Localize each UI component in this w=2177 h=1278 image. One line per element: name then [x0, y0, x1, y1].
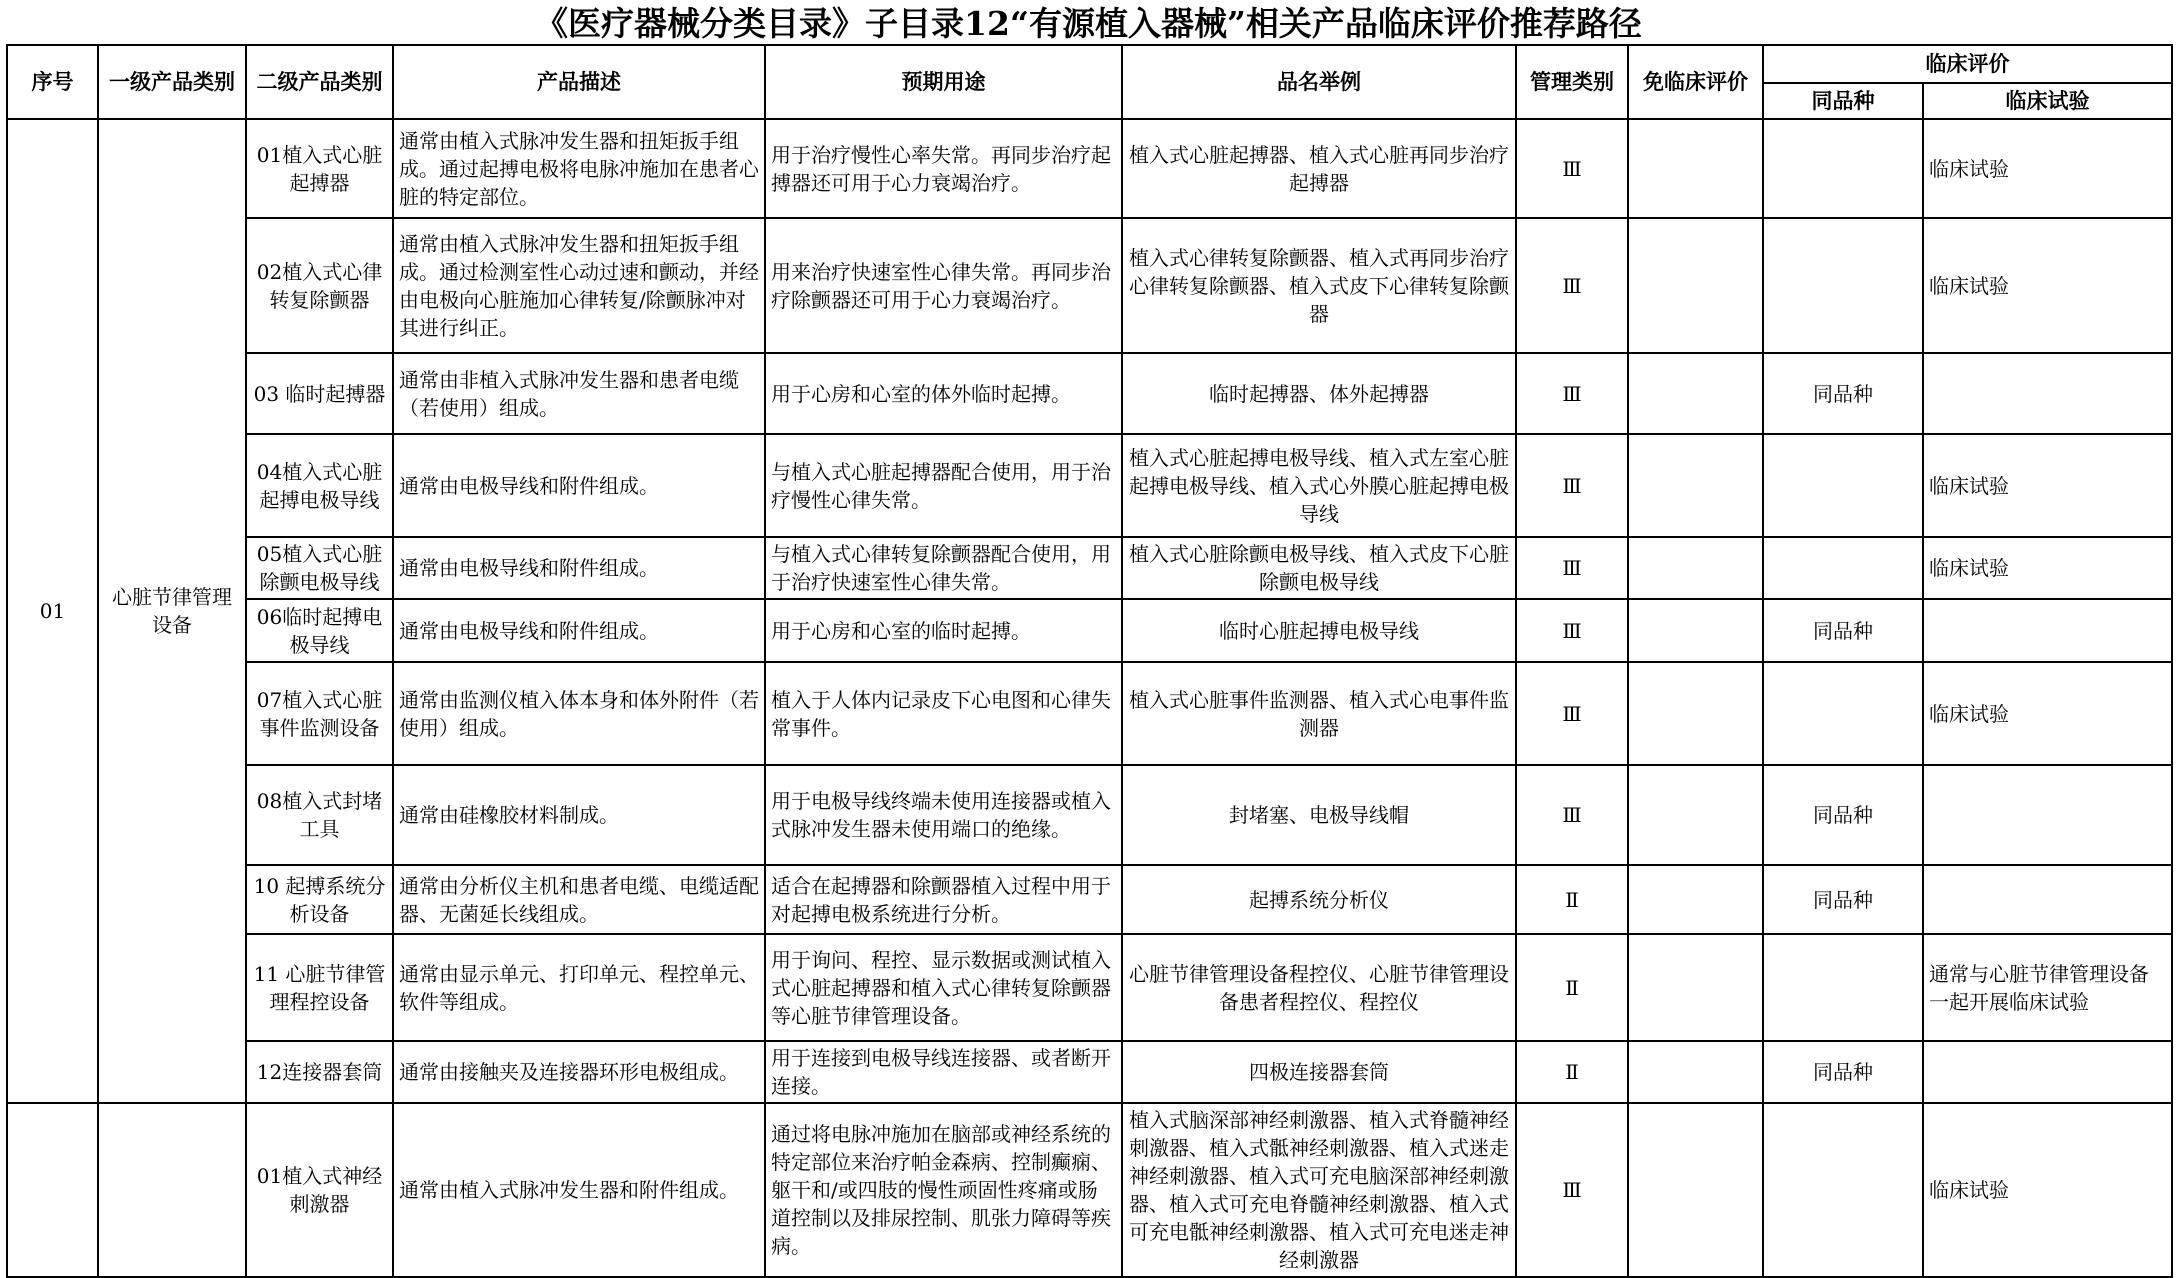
table-row: [7, 119, 2172, 218]
description-cell: 通常由电极导线和附件组成。: [393, 537, 765, 599]
same-variety-cell: 同品种: [1763, 865, 1923, 934]
header-intended-use: 预期用途: [765, 45, 1122, 119]
exempt-cell: [1628, 599, 1763, 662]
examples-cell: 封堵塞、电极导线帽: [1122, 765, 1516, 865]
intended-use-cell: 用于治疗慢性心率失常。再同步治疗起搏器还可用于心力衰竭治疗。: [765, 119, 1122, 218]
intended-use-cell: 用于电极导线终端未使用连接器或植入式脉冲发生器未使用端口的绝缘。: [765, 765, 1122, 865]
clinical-trial-cell: [1923, 865, 2172, 934]
exempt-cell: [1628, 934, 1763, 1041]
exempt-cell: [1628, 1103, 1763, 1277]
management-class-cell: Ⅲ: [1516, 353, 1628, 434]
header-exempt: 免临床评价: [1628, 45, 1763, 119]
exempt-cell: [1628, 865, 1763, 934]
description-cell: 通常由非植入式脉冲发生器和患者电缆（若使用）组成。: [393, 353, 765, 434]
clinical-trial-cell: [1923, 1041, 2172, 1103]
table-row: [7, 865, 2172, 934]
table-row: [7, 934, 2172, 1041]
intended-use-cell: 用于心房和心室的体外临时起搏。: [765, 353, 1122, 434]
same-variety-cell: [1763, 1103, 1923, 1277]
level2-cell: 07植入式心脏事件监测设备: [246, 662, 393, 765]
level2-cell: 01植入式心脏起搏器: [246, 119, 393, 218]
clinical-trial-cell: [1923, 765, 2172, 865]
level2-cell: 02植入式心律转复除颤器: [246, 218, 393, 353]
intended-use-cell: 用于连接到电极导线连接器、或者断开连接。: [765, 1041, 1122, 1103]
management-class-cell: Ⅲ: [1516, 765, 1628, 865]
management-class-cell: Ⅱ: [1516, 1041, 1628, 1103]
description-cell: 通常由监测仪植入体本身和体外附件（若使用）组成。: [393, 662, 765, 765]
exempt-cell: [1628, 662, 1763, 765]
description-cell: 通常由植入式脉冲发生器和附件组成。: [393, 1103, 765, 1277]
header-clinical-trial: 临床试验: [1923, 83, 2172, 119]
management-class-cell: Ⅲ: [1516, 662, 1628, 765]
examples-cell: 临时起搏器、体外起搏器: [1122, 353, 1516, 434]
management-class-cell: Ⅲ: [1516, 1103, 1628, 1277]
same-variety-cell: 同品种: [1763, 353, 1923, 434]
clinical-evaluation-table: [6, 44, 2173, 1278]
same-variety-cell: 同品种: [1763, 1041, 1923, 1103]
examples-cell: 心脏节律管理设备程控仪、心脏节律管理设备患者程控仪、程控仪: [1122, 934, 1516, 1041]
clinical-trial-cell: 临床试验: [1923, 662, 2172, 765]
exempt-cell: [1628, 537, 1763, 599]
header-same-variety: 同品种: [1763, 83, 1923, 119]
examples-cell: 临时心脏起搏电极导线: [1122, 599, 1516, 662]
exempt-cell: [1628, 353, 1763, 434]
level2-cell: 12连接器套筒: [246, 1041, 393, 1103]
exempt-cell: [1628, 765, 1763, 865]
intended-use-cell: 与植入式心脏起搏器配合使用，用于治疗慢性心律失常。: [765, 434, 1122, 537]
examples-cell: 四极连接器套筒: [1122, 1041, 1516, 1103]
intended-use-cell: 用于心房和心室的临时起搏。: [765, 599, 1122, 662]
examples-cell: 植入式心律转复除颤器、植入式再同步治疗心律转复除颤器、植入式皮下心律转复除颤器: [1122, 218, 1516, 353]
examples-cell: 植入式心脏起搏器、植入式心脏再同步治疗起搏器: [1122, 119, 1516, 218]
examples-cell: 植入式心脏起搏电极导线、植入式左室心脏起搏电极导线、植入式心外膜心脏起搏电极导线: [1122, 434, 1516, 537]
header-management: 管理类别: [1516, 45, 1628, 119]
description-cell: 通常由接触夹及连接器环形电极组成。: [393, 1041, 765, 1103]
description-cell: 通常由分析仪主机和患者电缆、电缆适配器、无菌延长线组成。: [393, 865, 765, 934]
description-cell: 通常由植入式脉冲发生器和扭矩扳手组成。通过检测室性心动过速和颤动，并经由电极向心脏施加心律转复/除颤脉冲对其进行纠正。: [393, 218, 765, 353]
same-variety-cell: [1763, 537, 1923, 599]
management-class-cell: Ⅲ: [1516, 434, 1628, 537]
same-variety-cell: [1763, 934, 1923, 1041]
table-body: [7, 119, 2172, 1277]
same-variety-cell: [1763, 434, 1923, 537]
level2-cell: 08植入式封堵工具: [246, 765, 393, 865]
seq-cell: 01: [7, 119, 98, 1103]
level2-cell: 05植入式心脏除颤电极导线: [246, 537, 393, 599]
header-level1: 一级产品类别: [98, 45, 246, 119]
management-class-cell: Ⅲ: [1516, 119, 1628, 218]
level2-cell: 01植入式神经刺激器: [246, 1103, 393, 1277]
description-cell: 通常由显示单元、打印单元、程控单元、软件等组成。: [393, 934, 765, 1041]
header-examples: 品名举例: [1122, 45, 1516, 119]
seq-cell: [7, 1103, 98, 1277]
header-description: 产品描述: [393, 45, 765, 119]
header-seq: 序号: [7, 45, 98, 119]
same-variety-cell: 同品种: [1763, 599, 1923, 662]
clinical-trial-cell: 临床试验: [1923, 537, 2172, 599]
table-row: [7, 1041, 2172, 1103]
level2-cell: 11 心脏节律管理程控设备: [246, 934, 393, 1041]
level2-cell: 03 临时起搏器: [246, 353, 393, 434]
management-class-cell: Ⅱ: [1516, 934, 1628, 1041]
management-class-cell: Ⅲ: [1516, 537, 1628, 599]
header-level2: 二级产品类别: [246, 45, 393, 119]
management-class-cell: Ⅲ: [1516, 599, 1628, 662]
management-class-cell: Ⅱ: [1516, 865, 1628, 934]
level2-cell: 10 起搏系统分析设备: [246, 865, 393, 934]
level1-cell: [98, 1103, 246, 1277]
intended-use-cell: 通过将电脉冲施加在脑部或神经系统的特定部位来治疗帕金森病、控制癫痫、躯干和/或四肢的慢性顽固性疼痛或肠道控制以及排尿控制、肌张力障碍等疾病。: [765, 1103, 1122, 1277]
table-row: [7, 1103, 2172, 1277]
examples-cell: 植入式心脏除颤电极导线、植入式皮下心脏除颤电极导线: [1122, 537, 1516, 599]
clinical-trial-cell: [1923, 599, 2172, 662]
clinical-trial-cell: 临床试验: [1923, 218, 2172, 353]
table-row: [7, 434, 2172, 537]
table-row: [7, 662, 2172, 765]
clinical-trial-cell: 临床试验: [1923, 119, 2172, 218]
same-variety-cell: [1763, 119, 1923, 218]
level2-cell: 04植入式心脏起搏电极导线: [246, 434, 393, 537]
clinical-trial-cell: [1923, 353, 2172, 434]
exempt-cell: [1628, 434, 1763, 537]
exempt-cell: [1628, 119, 1763, 218]
table-row: [7, 537, 2172, 599]
table-row: [7, 353, 2172, 434]
exempt-cell: [1628, 218, 1763, 353]
table-row: [7, 599, 2172, 662]
exempt-cell: [1628, 1041, 1763, 1103]
description-cell: 通常由硅橡胶材料制成。: [393, 765, 765, 865]
clinical-trial-cell: 临床试验: [1923, 1103, 2172, 1277]
clinical-trial-cell: 临床试验: [1923, 434, 2172, 537]
examples-cell: 植入式心脏事件监测器、植入式心电事件监测器: [1122, 662, 1516, 765]
description-cell: 通常由电极导线和附件组成。: [393, 434, 765, 537]
intended-use-cell: 与植入式心律转复除颤器配合使用，用于治疗快速室性心律失常。: [765, 537, 1122, 599]
description-cell: 通常由电极导线和附件组成。: [393, 599, 765, 662]
same-variety-cell: [1763, 662, 1923, 765]
examples-cell: 起搏系统分析仪: [1122, 865, 1516, 934]
examples-cell: 植入式脑深部神经刺激器、植入式脊髓神经刺激器、植入式骶神经刺激器、植入式迷走神经刺激器、植入式可充电脑深部神经刺激器、植入式可充电脊髓神经刺激器、植入式可充电骶神经刺激器、植入式可充电迷走神经刺激器: [1122, 1103, 1516, 1277]
intended-use-cell: 用来治疗快速室性心律失常。再同步治疗除颤器还可用于心力衰竭治疗。: [765, 218, 1122, 353]
same-variety-cell: [1763, 218, 1923, 353]
intended-use-cell: 适合在起搏器和除颤器植入过程中用于对起搏电极系统进行分析。: [765, 865, 1122, 934]
table-row: [7, 765, 2172, 865]
management-class-cell: Ⅲ: [1516, 218, 1628, 353]
header-clinical: 临床评价: [1763, 45, 2172, 83]
level1-cell: 心脏节律管理设备: [98, 119, 246, 1103]
table-row: [7, 218, 2172, 353]
clinical-trial-cell: 通常与心脏节律管理设备一起开展临床试验: [1923, 934, 2172, 1041]
intended-use-cell: 植入于人体内记录皮下心电图和心律失常事件。: [765, 662, 1122, 765]
same-variety-cell: 同品种: [1763, 765, 1923, 865]
page-title: 《医疗器械分类目录》子目录12“有源植入器械”相关产品临床评价推荐路径: [535, 4, 1642, 43]
description-cell: 通常由植入式脉冲发生器和扭矩扳手组成。通过起搏电极将电脉冲施加在患者心脏的特定部位。: [393, 119, 765, 218]
intended-use-cell: 用于询问、程控、显示数据或测试植入式心脏起搏器和植入式心律转复除颤器等心脏节律管理设备。: [765, 934, 1122, 1041]
level2-cell: 06临时起搏电极导线: [246, 599, 393, 662]
